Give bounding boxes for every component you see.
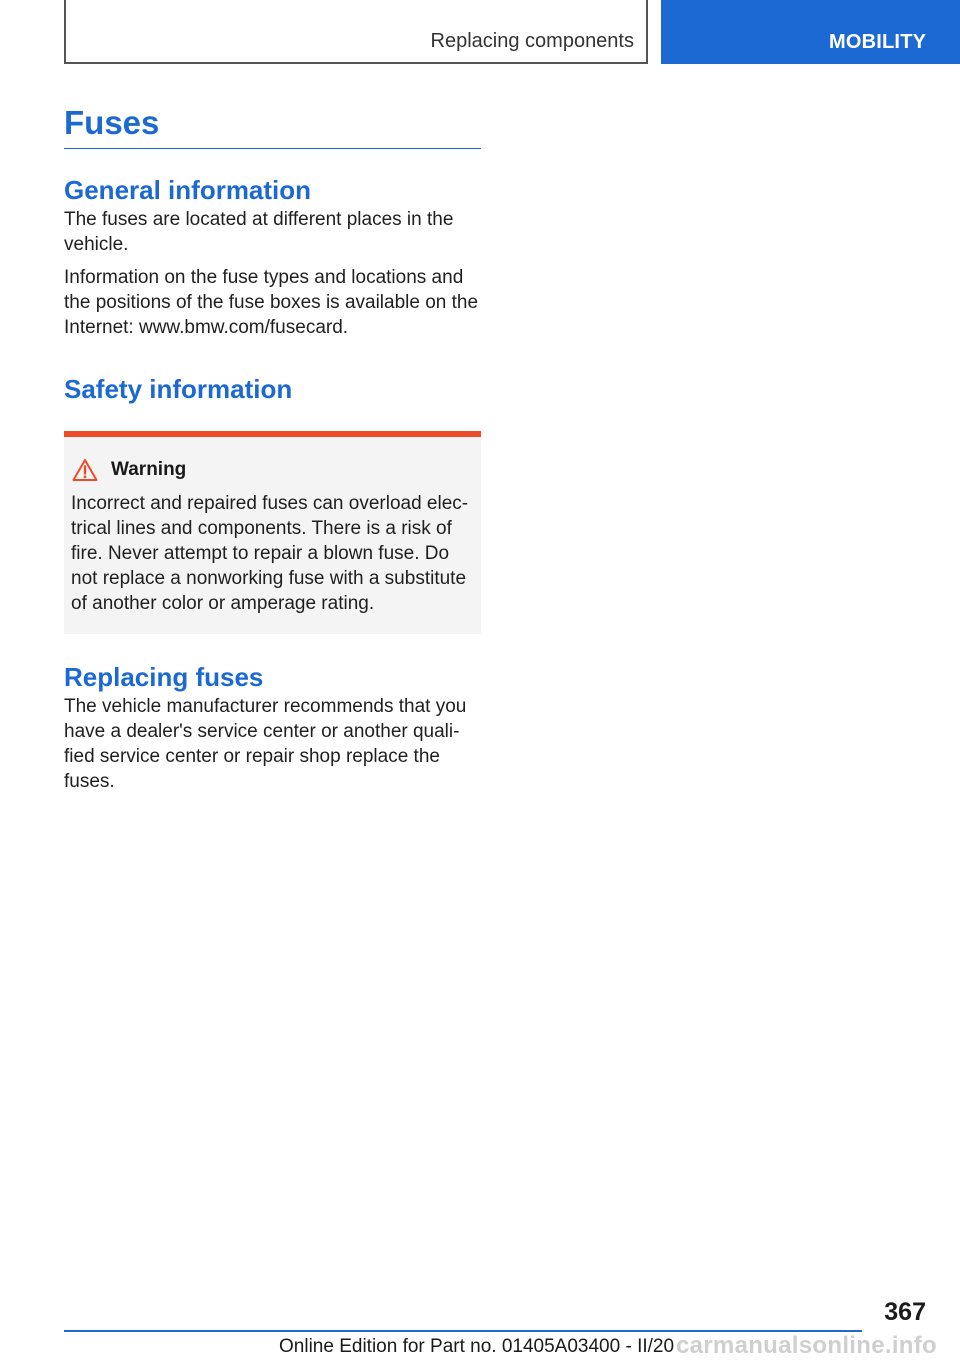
warning-header — [71, 455, 473, 485]
running-header — [64, 0, 648, 64]
general-paragraph-1: The fuses are located at different places in the vehicle. — [64, 209, 454, 255]
safety-information-heading: Safety information — [64, 374, 293, 404]
warning-text: Incorrect and repaired fuses can overload elec‐trical lines and components. There is a risk of fire. Never attempt to repair a blown fuse. Do not replace a nonworking fuse with a substitute of another color or amperage rating. — [71, 493, 469, 614]
watermark-logo: carmanualsonline.info — [676, 1332, 938, 1359]
warning-label: Warning — [111, 459, 187, 480]
replacing-paragraph-1: The vehicle manufacturer recommends that you have a dealer's service center or another quali‐fied service center or repair shop replace the fuses. — [64, 696, 467, 792]
chapter-title: Replacing components — [430, 30, 634, 52]
section-tab: MOBILITY — [661, 0, 960, 64]
warning-triangle-icon — [72, 458, 98, 482]
page-number: 367 — [884, 1298, 926, 1326]
general-paragraph-2: Information on the fuse types and locations and the positions of the fuse boxes is available on the Internet: www.bmw.com/fusecard. — [64, 267, 479, 338]
edition-note: Online Edition for Part no. 01405A03400 - II/20 — [279, 1336, 675, 1357]
general-information-heading: General information — [64, 175, 312, 205]
main-content — [64, 100, 481, 794]
warning-box — [64, 431, 481, 634]
page-title: Fuses — [64, 100, 481, 149]
replacing-fuses-heading: Replacing fuses — [64, 662, 264, 692]
